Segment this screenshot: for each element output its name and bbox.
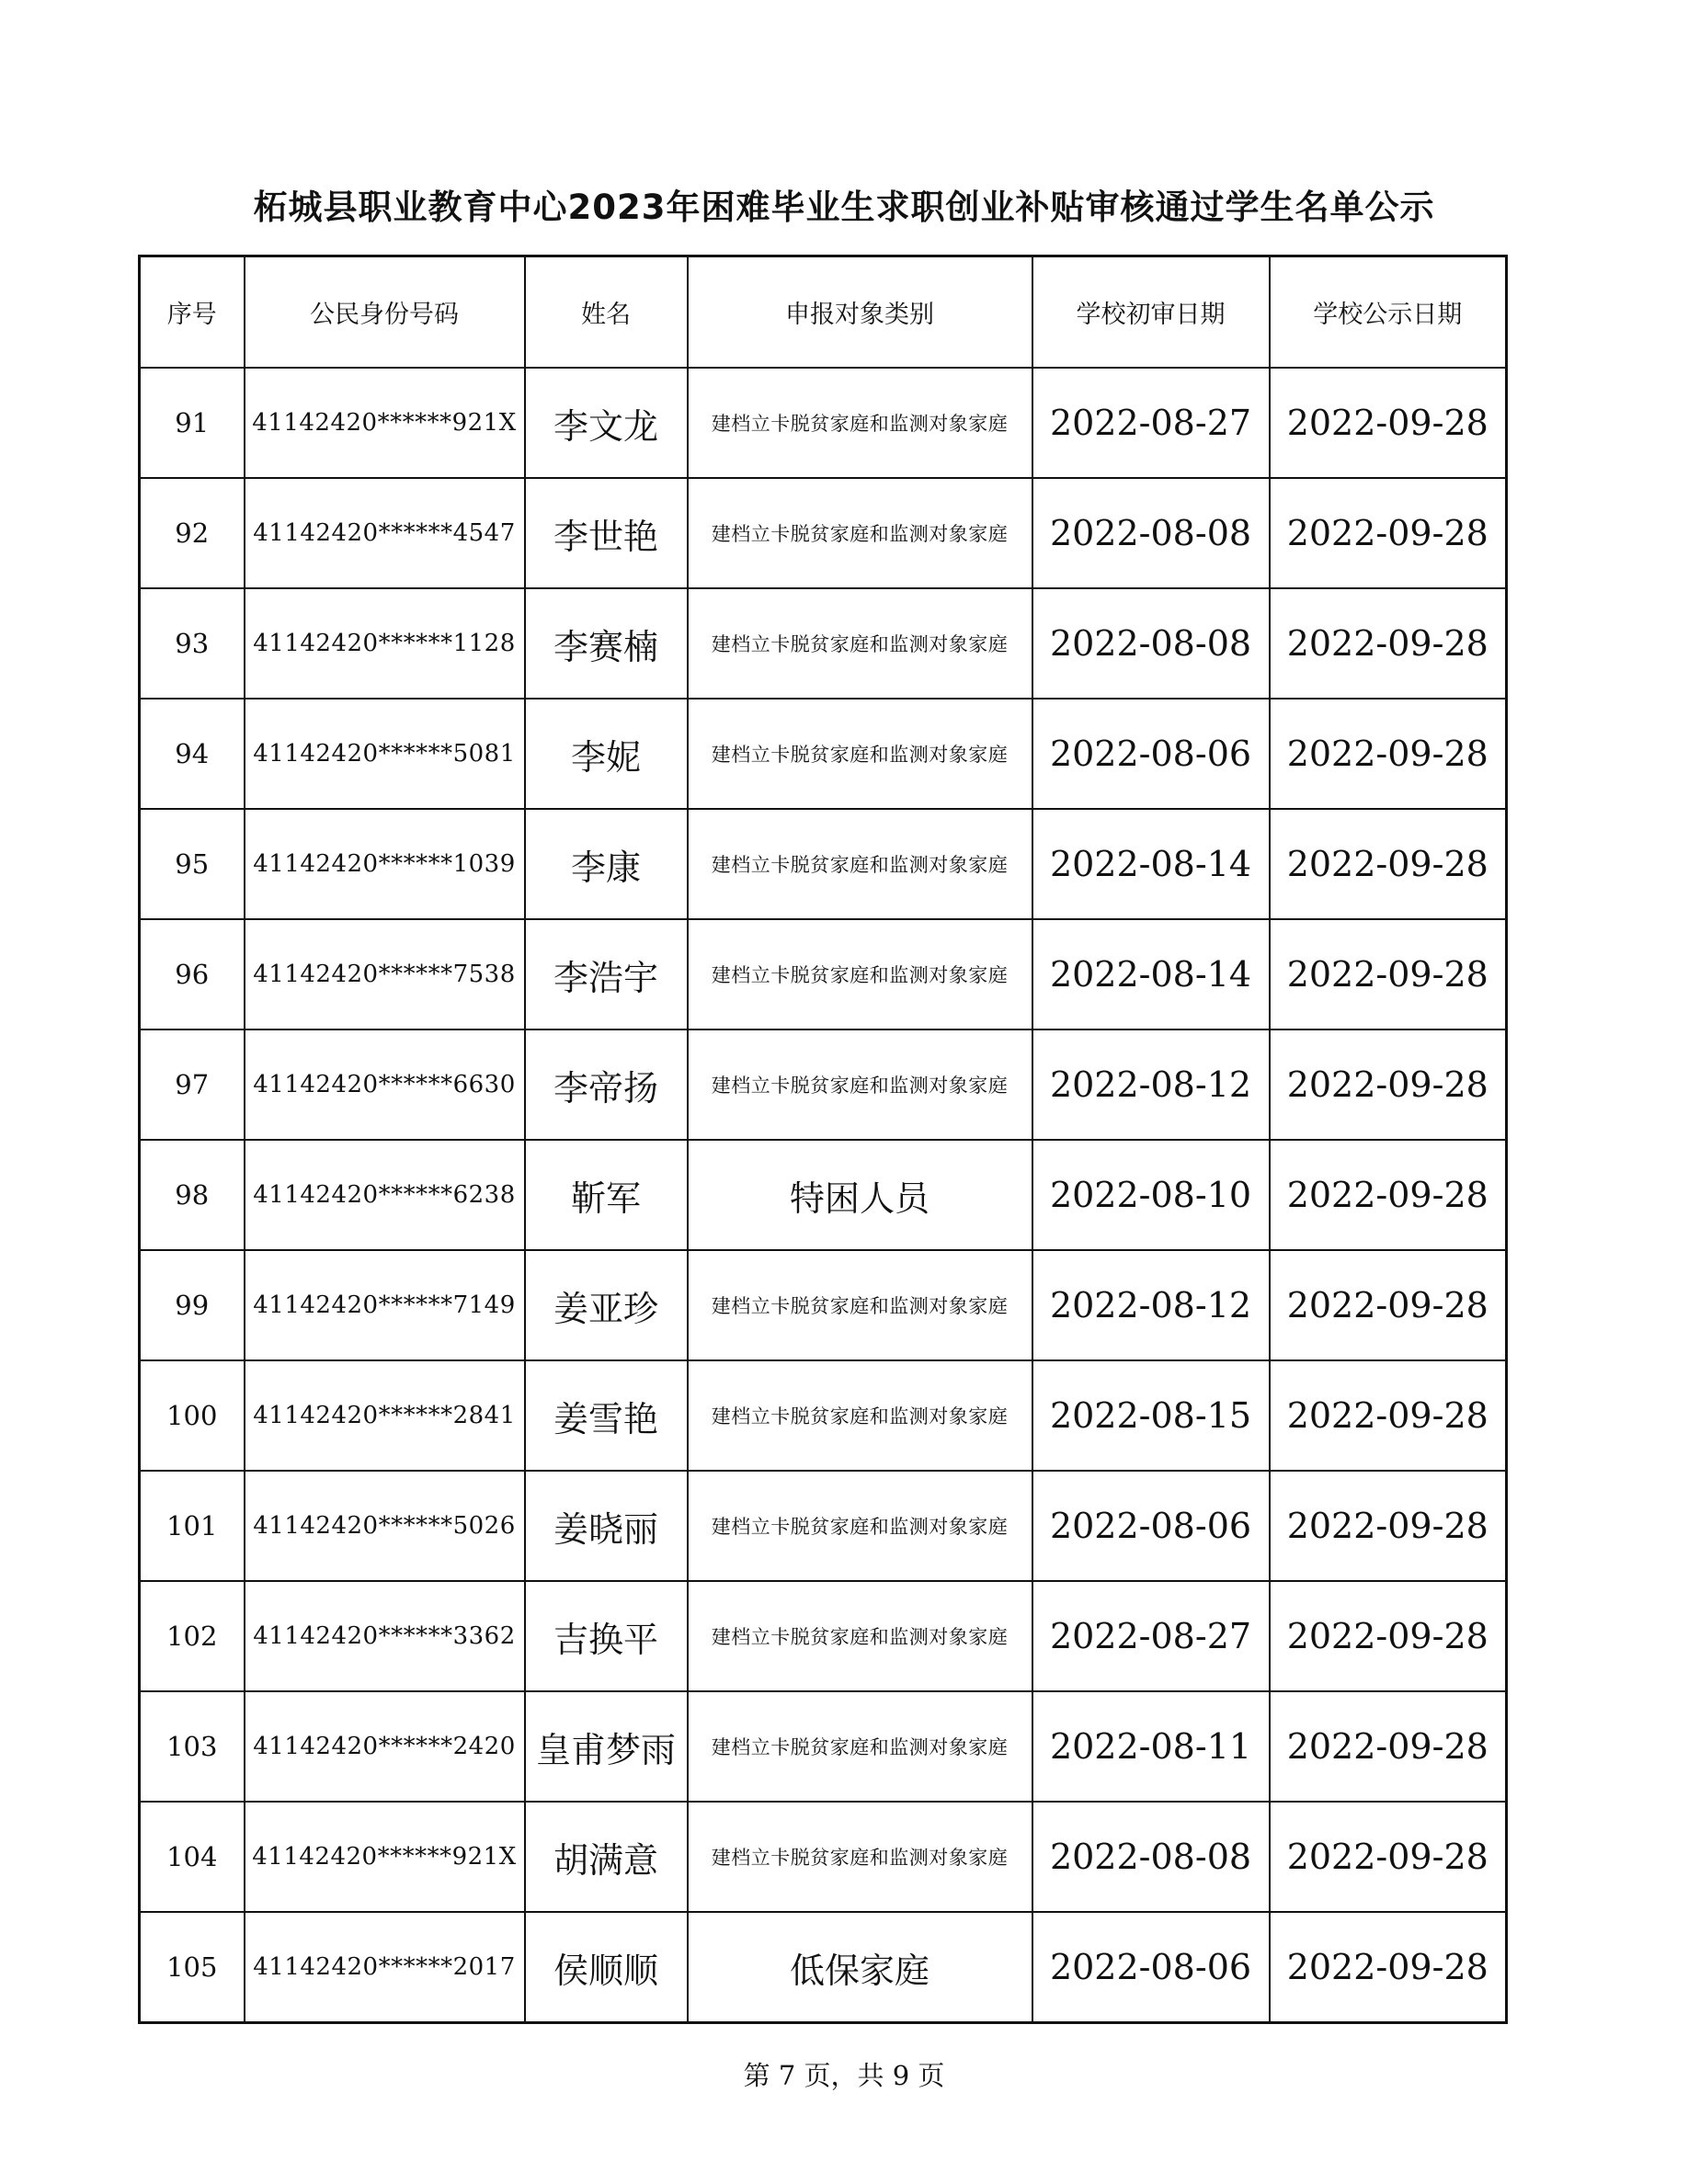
cell-id-number: 41142420******2420 <box>245 1691 525 1802</box>
cell-category: 建档立卡脱贫家庭和监测对象家庭 <box>688 1581 1032 1691</box>
table-row <box>140 1471 1507 1581</box>
cell-category: 建档立卡脱贫家庭和监测对象家庭 <box>688 1802 1032 1912</box>
cell-seq: 101 <box>140 1471 245 1581</box>
cell-id-number: 41142420******7538 <box>245 919 525 1029</box>
cell-seq: 92 <box>140 478 245 588</box>
table-row <box>140 1360 1507 1471</box>
cell-id-number: 41142420******921X <box>245 368 525 478</box>
cell-seq: 103 <box>140 1691 245 1802</box>
cell-category: 建档立卡脱贫家庭和监测对象家庭 <box>688 919 1032 1029</box>
cell-seq: 96 <box>140 919 245 1029</box>
cell-publish-date: 2022-09-28 <box>1270 368 1507 478</box>
cell-seq: 100 <box>140 1360 245 1471</box>
cell-review-date: 2022-08-11 <box>1032 1691 1270 1802</box>
cell-id-number: 41142420******1128 <box>245 588 525 699</box>
cell-seq: 105 <box>140 1912 245 2023</box>
cell-review-date: 2022-08-27 <box>1032 1581 1270 1691</box>
cell-review-date: 2022-08-10 <box>1032 1140 1270 1250</box>
cell-review-date: 2022-08-15 <box>1032 1360 1270 1471</box>
cell-name: 李妮 <box>525 699 688 809</box>
cell-seq: 91 <box>140 368 245 478</box>
cell-category: 建档立卡脱贫家庭和监测对象家庭 <box>688 588 1032 699</box>
cell-category: 建档立卡脱贫家庭和监测对象家庭 <box>688 809 1032 919</box>
cell-id-number: 41142420******1039 <box>245 809 525 919</box>
table-header-row <box>140 256 1507 369</box>
cell-publish-date: 2022-09-28 <box>1270 588 1507 699</box>
header-id-number: 公民身份号码 <box>245 256 525 369</box>
cell-category: 建档立卡脱贫家庭和监测对象家庭 <box>688 1250 1032 1360</box>
cell-name: 李世艳 <box>525 478 688 588</box>
cell-seq: 102 <box>140 1581 245 1691</box>
cell-id-number: 41142420******2017 <box>245 1912 525 2023</box>
cell-category: 建档立卡脱贫家庭和监测对象家庭 <box>688 478 1032 588</box>
cell-name: 侯顺顺 <box>525 1912 688 2023</box>
cell-review-date: 2022-08-08 <box>1032 478 1270 588</box>
cell-category: 建档立卡脱贫家庭和监测对象家庭 <box>688 1691 1032 1802</box>
cell-category: 建档立卡脱贫家庭和监测对象家庭 <box>688 699 1032 809</box>
cell-name: 李文龙 <box>525 368 688 478</box>
table-row <box>140 588 1507 699</box>
cell-id-number: 41142420******6238 <box>245 1140 525 1250</box>
cell-name: 李康 <box>525 809 688 919</box>
cell-category: 建档立卡脱贫家庭和监测对象家庭 <box>688 1471 1032 1581</box>
cell-publish-date: 2022-09-28 <box>1270 1029 1507 1140</box>
cell-name: 胡满意 <box>525 1802 688 1912</box>
cell-publish-date: 2022-09-28 <box>1270 1360 1507 1471</box>
cell-review-date: 2022-08-06 <box>1032 1912 1270 2023</box>
cell-name: 李赛楠 <box>525 588 688 699</box>
table-body <box>140 368 1507 2023</box>
cell-publish-date: 2022-09-28 <box>1270 1691 1507 1802</box>
table-row <box>140 1140 1507 1250</box>
table-row <box>140 1250 1507 1360</box>
table-row <box>140 1581 1507 1691</box>
student-roster-table <box>138 255 1508 2024</box>
cell-publish-date: 2022-09-28 <box>1270 478 1507 588</box>
cell-seq: 99 <box>140 1250 245 1360</box>
table-row <box>140 368 1507 478</box>
cell-publish-date: 2022-09-28 <box>1270 809 1507 919</box>
cell-name: 姜雪艳 <box>525 1360 688 1471</box>
cell-publish-date: 2022-09-28 <box>1270 1471 1507 1581</box>
cell-publish-date: 2022-09-28 <box>1270 1140 1507 1250</box>
cell-review-date: 2022-08-14 <box>1032 809 1270 919</box>
cell-category: 低保家庭 <box>688 1912 1032 2023</box>
cell-name: 李帝扬 <box>525 1029 688 1140</box>
cell-name: 姜亚珍 <box>525 1250 688 1360</box>
header-review-date: 学校初审日期 <box>1032 256 1270 369</box>
cell-id-number: 41142420******6630 <box>245 1029 525 1140</box>
table-row <box>140 699 1507 809</box>
cell-id-number: 41142420******921X <box>245 1802 525 1912</box>
cell-review-date: 2022-08-06 <box>1032 1471 1270 1581</box>
cell-review-date: 2022-08-27 <box>1032 368 1270 478</box>
document-title: 柘城县职业教育中心2023年困难毕业生求职创业补贴审核通过学生名单公示 <box>253 188 1435 227</box>
header-name: 姓名 <box>525 256 688 369</box>
cell-publish-date: 2022-09-28 <box>1270 1581 1507 1691</box>
cell-category: 特困人员 <box>688 1140 1032 1250</box>
cell-review-date: 2022-08-08 <box>1032 1802 1270 1912</box>
table-row <box>140 478 1507 588</box>
cell-review-date: 2022-08-14 <box>1032 919 1270 1029</box>
cell-id-number: 41142420******5026 <box>245 1471 525 1581</box>
table-row <box>140 919 1507 1029</box>
cell-category: 建档立卡脱贫家庭和监测对象家庭 <box>688 368 1032 478</box>
table-row <box>140 809 1507 919</box>
cell-publish-date: 2022-09-28 <box>1270 1250 1507 1360</box>
table-row <box>140 1912 1507 2023</box>
cell-name: 皇甫梦雨 <box>525 1691 688 1802</box>
cell-category: 建档立卡脱贫家庭和监测对象家庭 <box>688 1360 1032 1471</box>
cell-seq: 97 <box>140 1029 245 1140</box>
cell-name: 姜晓丽 <box>525 1471 688 1581</box>
cell-name: 李浩宇 <box>525 919 688 1029</box>
header-seq: 序号 <box>140 256 245 369</box>
cell-review-date: 2022-08-08 <box>1032 588 1270 699</box>
cell-seq: 104 <box>140 1802 245 1912</box>
cell-id-number: 41142420******3362 <box>245 1581 525 1691</box>
cell-category: 建档立卡脱贫家庭和监测对象家庭 <box>688 1029 1032 1140</box>
cell-seq: 98 <box>140 1140 245 1250</box>
cell-id-number: 41142420******2841 <box>245 1360 525 1471</box>
cell-review-date: 2022-08-12 <box>1032 1029 1270 1140</box>
table-row <box>140 1691 1507 1802</box>
header-category: 申报对象类别 <box>688 256 1032 369</box>
cell-publish-date: 2022-09-28 <box>1270 699 1507 809</box>
cell-publish-date: 2022-09-28 <box>1270 919 1507 1029</box>
table-row <box>140 1802 1507 1912</box>
header-publish-date: 学校公示日期 <box>1270 256 1507 369</box>
cell-publish-date: 2022-09-28 <box>1270 1802 1507 1912</box>
cell-review-date: 2022-08-12 <box>1032 1250 1270 1360</box>
cell-seq: 94 <box>140 699 245 809</box>
cell-name: 靳军 <box>525 1140 688 1250</box>
cell-publish-date: 2022-09-28 <box>1270 1912 1507 2023</box>
cell-review-date: 2022-08-06 <box>1032 699 1270 809</box>
cell-name: 吉换平 <box>525 1581 688 1691</box>
cell-seq: 95 <box>140 809 245 919</box>
cell-id-number: 41142420******5081 <box>245 699 525 809</box>
cell-seq: 93 <box>140 588 245 699</box>
cell-id-number: 41142420******4547 <box>245 478 525 588</box>
table-row <box>140 1029 1507 1140</box>
page-footer: 第 7 页，共 9 页 <box>743 2060 945 2091</box>
cell-id-number: 41142420******7149 <box>245 1250 525 1360</box>
